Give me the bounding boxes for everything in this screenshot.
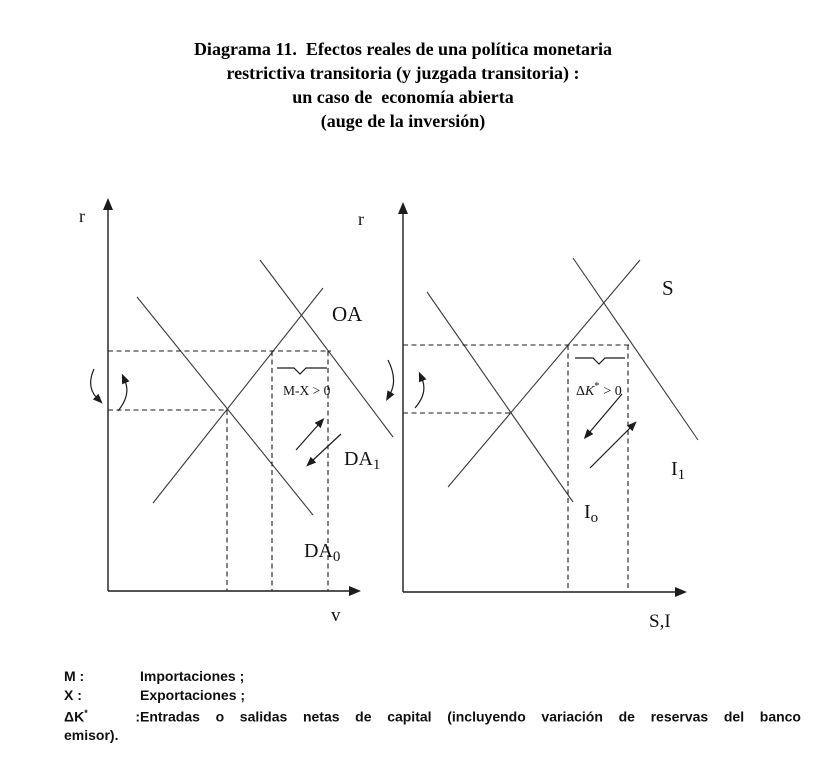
left-chart bbox=[79, 206, 393, 626]
i1-curve bbox=[573, 258, 698, 440]
legend bbox=[64, 667, 801, 745]
i0-curve bbox=[427, 292, 573, 502]
da0-curve bbox=[137, 297, 313, 515]
legend-term-m: M : bbox=[64, 668, 85, 684]
da1-curve-label: $DA_1$ bbox=[344, 448, 381, 473]
capital-flow-annotation: ΔK* > 0 bbox=[576, 381, 622, 399]
i0-curve-label: $I_o$ bbox=[584, 501, 599, 526]
s-curve bbox=[448, 260, 640, 487]
left-x-axis-label: v bbox=[331, 605, 341, 626]
right-chart bbox=[358, 209, 698, 632]
legend-def-dk-line1: Entradas o salidas netas de capital (incluyendo variación de reservas del banco bbox=[140, 708, 801, 725]
title-line-3: un caso de economía abierta bbox=[292, 87, 514, 107]
trade-balance-brace bbox=[277, 368, 327, 374]
legend-row-x bbox=[64, 686, 801, 705]
right-x-axis-label: S,I bbox=[649, 611, 671, 632]
title-line-2: restrictiva transitoria (y juzgada transitoria) : bbox=[226, 63, 580, 83]
i1-curve-label: $I_1$ bbox=[671, 458, 686, 483]
title-line-4: (auge de la inversión) bbox=[320, 111, 486, 131]
left-y-axis-label: r bbox=[79, 206, 85, 226]
r-rise-arrow-left bbox=[118, 381, 127, 411]
title-line-1: Diagrama 11. Efectos reales de una política monetaria bbox=[193, 39, 613, 59]
capital-flow-brace bbox=[575, 358, 625, 364]
da1-curve bbox=[260, 260, 393, 437]
legend-def-dk-line2: emisor). bbox=[64, 727, 119, 744]
adjustment-arrow-ne-left bbox=[296, 424, 319, 450]
r-fall-arrow-right bbox=[388, 360, 394, 394]
legend-def-x: Exportaciones ; bbox=[140, 686, 246, 703]
r-fall-arrow-left bbox=[91, 369, 97, 398]
asterisk-superscript: * bbox=[84, 708, 88, 718]
oa-curve-label: OA bbox=[332, 302, 363, 326]
trade-balance-annotation: M-X > 0 bbox=[283, 383, 331, 398]
legend-def-m: Importaciones ; bbox=[140, 668, 245, 684]
adjustment-arrow-sw-left bbox=[312, 434, 341, 461]
r-rise-arrow-right bbox=[415, 379, 424, 408]
legend-row-dk bbox=[64, 704, 801, 726]
s-curve-label: S bbox=[662, 276, 674, 300]
legend-term-x: X : bbox=[64, 686, 82, 703]
right-y-axis-label: r bbox=[358, 209, 364, 229]
adjustment-arrow-sw-right bbox=[589, 394, 622, 433]
legend-row-m bbox=[64, 667, 801, 686]
adjustment-arrow-ne-right bbox=[590, 427, 631, 468]
da0-curve-label: $DA_0$ bbox=[304, 540, 341, 565]
legend-term-dk: ΔK* : bbox=[64, 708, 140, 725]
